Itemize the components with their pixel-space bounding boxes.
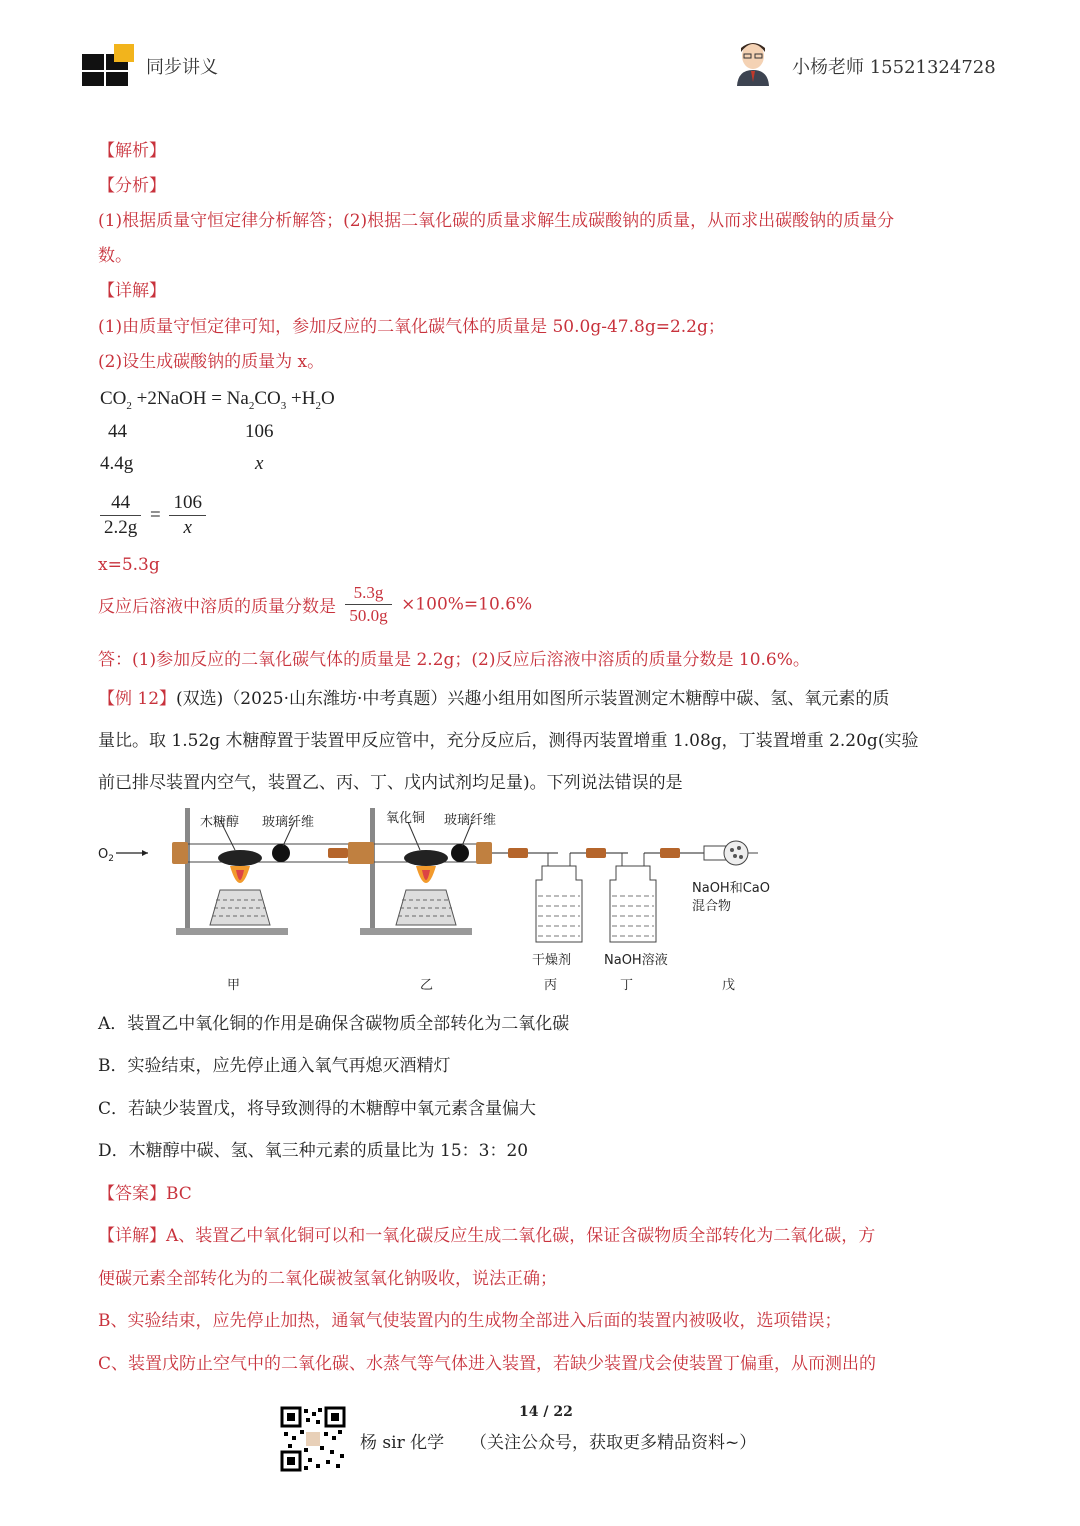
example-line-3: 前已排尽装置内空气，装置乙、丙、丁、戊内试剂均足量)。下列说法错误的是	[98, 773, 683, 793]
header-title: 同步讲义	[146, 57, 218, 78]
teacher-avatar	[734, 40, 772, 86]
label-naoh-cao-2: 混合物	[692, 899, 732, 914]
logo-icon	[80, 42, 136, 88]
qr-code-icon	[280, 1406, 346, 1472]
mass-fraction: 反应后溶液中溶质的质量分数是 $\frac{5.3g}{50.0g}$ ×100%=10.6%	[98, 583, 533, 625]
chemical-equation: $CO_2$ +2NaOH = $Na_2CO_3 +H_2O$	[100, 388, 335, 412]
label-bing: 丙	[544, 978, 558, 993]
o2-label: $O_2$	[98, 847, 114, 864]
label-glass-fiber-2: 玻璃纤维	[444, 813, 497, 828]
apparatus-diagram	[90, 800, 790, 1000]
label-naoh-solution: NaOH溶液	[604, 953, 668, 968]
jiexi-heading: 【解析】	[98, 141, 166, 161]
detail-line-3: B、实验结束，应先停止加热，通氧气使装置内的生成物全部进入后面的装置内被吸收，选项错误；	[98, 1311, 842, 1331]
label-xylitol: 木糖醇	[200, 815, 240, 830]
proportion: $\frac{44}{2.2g}$ = $\frac{106}{x}$	[96, 492, 210, 539]
teacher-contact: 小杨老师 15521324728	[792, 57, 996, 78]
label-yi: 乙	[420, 978, 434, 993]
label-jia: 甲	[227, 978, 241, 993]
detail-line-2: 便碳元素全部转化为的二氧化碳被氢氧化钠吸收，说法正确；	[98, 1269, 557, 1289]
page-number: 14 / 22	[519, 1404, 573, 1420]
option-b: B．实验结束，应先停止通入氧气再熄灭酒精灯	[98, 1056, 451, 1076]
answer-line: 答：(1)参加反应的二氧化碳气体的质量是 2.2g；(2)反应后溶液中溶质的质量分数是 10.6%。	[98, 650, 810, 670]
xiangjie-heading: 【详解】	[98, 281, 166, 301]
label-wu: 戊	[722, 978, 736, 993]
detail-line-1: 【详解】A、装置乙中氧化铜可以和一氧化碳反应生成二氧化碳，保证含碳物质全部转化为二氧化碳，方	[98, 1226, 876, 1246]
example-line-2: 量比。取 1.52g 木糖醇置于装置甲反应管中，充分反应后，测得丙装置增重 1.08g，丁装置增重 2.20g(实验	[98, 731, 919, 751]
footer-slogan: （关注公众号，获取更多精品资料~）	[470, 1433, 757, 1453]
label-ding: 丁	[620, 978, 634, 993]
option-c: C．若缺少装置戊，将导致测得的木糖醇中氧元素含量偏大	[98, 1099, 537, 1119]
answer-label: 【答案】BC	[98, 1184, 192, 1204]
fenxi-heading: 【分析】	[98, 176, 166, 196]
given-mass: 4.4g	[100, 453, 134, 474]
detail-line-4: C、装置戊防止空气中的二氧化碳、水蒸气等气体进入装置，若缺少装置戊会使装置丁偏重，从而测出的	[98, 1354, 877, 1374]
footer-brand: 杨 sir 化学	[360, 1433, 445, 1453]
label-desiccant: 干燥剂	[532, 953, 572, 968]
option-d: D．木糖醇中碳、氢、氧三种元素的质量比为 15：3：20	[98, 1141, 529, 1161]
analysis-line-1: (1)根据质量守恒定律分析解答；(2)根据二氧化碳的质量求解生成碳酸钠的质量，从而求出碳酸钠的质量分	[98, 211, 895, 231]
molar-mass-co2: 44	[108, 421, 127, 442]
label-naoh-cao-1: NaOH和CaO	[692, 881, 770, 896]
step-1: (1)由质量守恒定律可知，参加反应的二氧化碳气体的质量是 50.0g-47.8g=2.2g；	[98, 317, 725, 337]
x-result: x=5.3g	[98, 555, 160, 575]
unknown-mass: x	[255, 453, 264, 474]
molar-mass-na2co3: 106	[245, 421, 274, 442]
bottle-bing	[536, 853, 582, 942]
step-2: (2)设生成碳酸钠的质量为 x。	[98, 352, 325, 372]
label-cuo: 氧化铜	[386, 811, 426, 826]
bottle-ding	[610, 853, 656, 942]
drying-tube-wu	[704, 841, 758, 865]
label-glass-fiber-1: 玻璃纤维	[262, 815, 315, 830]
option-a: A．装置乙中氧化铜的作用是确保含碳物质全部转化为二氧化碳	[98, 1014, 570, 1034]
example-line-1: 【例 12】(双选)（2025·山东潍坊·中考真题）兴趣小组用如图所示装置测定木糖醇中碳、氢、氧元素的质	[98, 689, 890, 709]
analysis-line-2: 数。	[98, 246, 132, 266]
example-tag: 【例 12】	[98, 689, 177, 709]
